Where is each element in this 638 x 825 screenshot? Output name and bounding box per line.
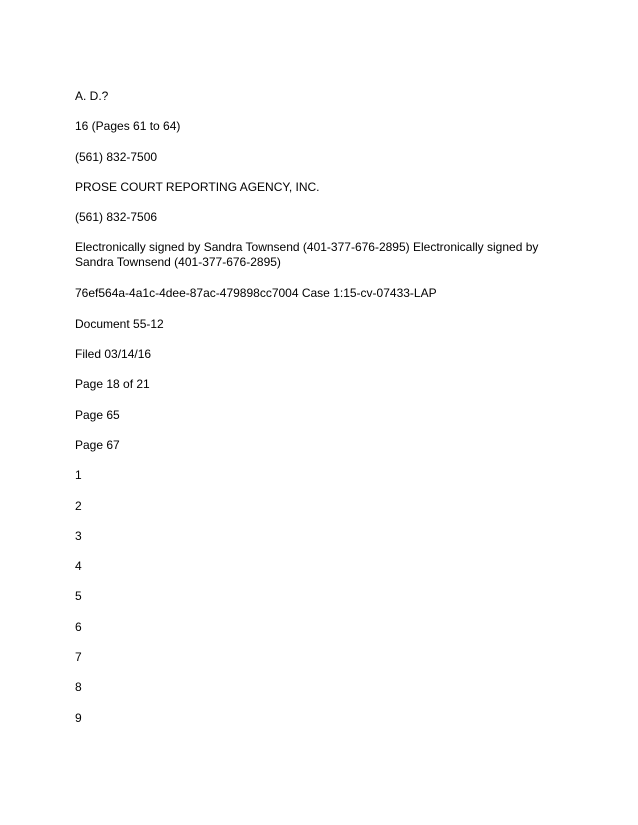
- page-of: Page 18 of 21: [75, 377, 150, 392]
- header-line: 16 (Pages 61 to 64): [75, 119, 181, 134]
- signature-line: Electronically signed by Sandra Townsend (401-377-676-2895) Electronically signed by Sandra Townsend (401-377-676-2895): [75, 240, 539, 270]
- line-number: 3: [75, 528, 82, 543]
- header-line: A. D.?: [75, 89, 109, 103]
- line-number: 2: [75, 498, 82, 513]
- line-number-list: [75, 468, 565, 725]
- header-line: PROSE COURT REPORTING AGENCY, INC.: [75, 179, 320, 194]
- case-line: 76ef564a-4a1c-4dee-87ac-479898cc7004 Case 1:15-cv-07433-LAP: [75, 286, 437, 301]
- line-number: 7: [75, 650, 82, 665]
- page-label-a: Page 65: [75, 407, 120, 422]
- line-number: 6: [75, 619, 82, 634]
- header-line: (561) 832-7506: [75, 210, 158, 225]
- line-number: 5: [75, 589, 82, 604]
- line-number: 1: [75, 468, 82, 483]
- document-number: Document 55-12: [75, 316, 164, 331]
- header-line: (561) 832-7500: [75, 149, 158, 164]
- filed-date: Filed 03/14/16: [75, 347, 152, 362]
- line-number: 8: [75, 680, 82, 695]
- line-number: 4: [75, 559, 82, 574]
- page-label-b: Page 67: [75, 437, 120, 452]
- document-body: [75, 89, 565, 741]
- line-number: 9: [75, 710, 82, 725]
